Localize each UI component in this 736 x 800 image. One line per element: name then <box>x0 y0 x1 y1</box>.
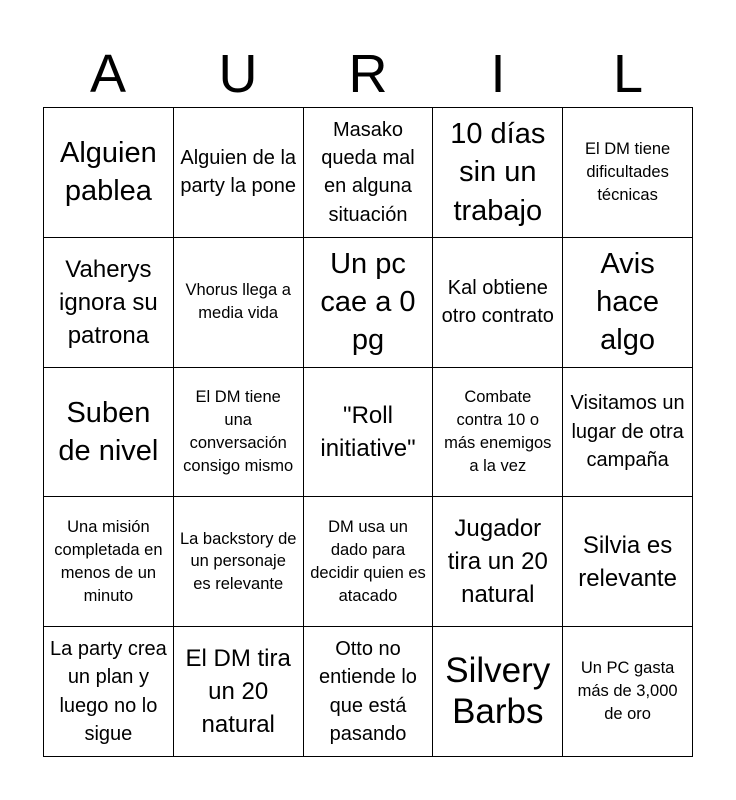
bingo-cell[interactable] <box>174 108 304 238</box>
cell-text: El DM tira un 20 natural <box>185 644 291 739</box>
cell-text: Kal obtiene otro contrato <box>441 276 554 328</box>
cell-text: Masako queda mal en alguna situación <box>321 118 415 226</box>
cell-text: Una misión completada en menos de un minuto <box>54 518 163 605</box>
cell-text: Vaherys ignora su patrona <box>59 255 158 349</box>
cell-text: El DM tiene dificultades técnicas <box>584 140 671 204</box>
title-letter-5: L <box>612 44 644 104</box>
cell-text: 10 días sin un trabajo <box>450 118 546 227</box>
bingo-cell[interactable] <box>304 627 434 757</box>
cell-text: Un PC gasta más de 3,000 de oro <box>577 659 678 723</box>
cell-text: "Roll initiative" <box>320 401 416 462</box>
title-letter-4: I <box>490 44 506 104</box>
bingo-cell[interactable] <box>174 238 304 368</box>
bingo-cell[interactable] <box>433 108 563 238</box>
bingo-cell[interactable] <box>304 368 434 498</box>
cell-text: Alguien pablea <box>60 137 157 208</box>
title-letter-2: U <box>218 44 258 104</box>
bingo-cell[interactable] <box>563 627 693 757</box>
bingo-cell[interactable] <box>44 368 174 498</box>
cell-text: Jugador tira un 20 natural <box>447 515 548 609</box>
bingo-cell[interactable] <box>44 497 174 627</box>
title-letter-1: A <box>89 44 127 104</box>
bingo-cell[interactable] <box>174 497 304 627</box>
cell-text: DM usa un dado para decidir quien es atacado <box>310 518 426 605</box>
bingo-cell[interactable] <box>433 627 563 757</box>
bingo-cell[interactable] <box>563 368 693 498</box>
cell-text: Suben de nivel <box>58 396 159 467</box>
cell-text: Otto no entiende lo que está pasando <box>319 637 417 745</box>
bingo-cell[interactable] <box>433 497 563 627</box>
cell-text: La party crea un plan y luego no lo sigue <box>50 637 167 745</box>
cell-text: Silvery Barbs <box>445 651 551 731</box>
bingo-cell[interactable] <box>174 627 304 757</box>
bingo-cell[interactable] <box>174 368 304 498</box>
cell-text: Visitamos un lugar de otra campaña <box>570 392 685 472</box>
cell-text: Silvia es relevante <box>578 531 677 592</box>
bingo-grid <box>43 107 693 757</box>
cell-text: Combate contra 10 o más enemigos a la vez <box>444 388 552 475</box>
bingo-cell[interactable] <box>433 368 563 498</box>
bingo-cell[interactable] <box>304 108 434 238</box>
bingo-cell[interactable] <box>44 238 174 368</box>
bingo-cell[interactable] <box>563 497 693 627</box>
cell-text: El DM tiene una conversación consigo mismo <box>183 388 294 475</box>
cell-text: La backstory de un personaje es relevante <box>179 529 297 594</box>
bingo-cell[interactable] <box>433 238 563 368</box>
bingo-cell[interactable] <box>44 108 174 238</box>
bingo-cell[interactable] <box>563 238 693 368</box>
bingo-cell[interactable] <box>304 238 434 368</box>
cell-text: Un pc cae a 0 pg <box>320 247 416 357</box>
cell-text: Avis hace algo <box>596 247 660 357</box>
title-letter-3: R <box>348 44 388 104</box>
bingo-cell[interactable] <box>563 108 693 238</box>
bingo-title <box>43 40 693 108</box>
bingo-cell[interactable] <box>44 627 174 757</box>
cell-text: Vhorus llega a media vida <box>185 281 291 323</box>
cell-text: Alguien de la party la pone <box>180 147 297 198</box>
bingo-cell[interactable] <box>304 497 434 627</box>
